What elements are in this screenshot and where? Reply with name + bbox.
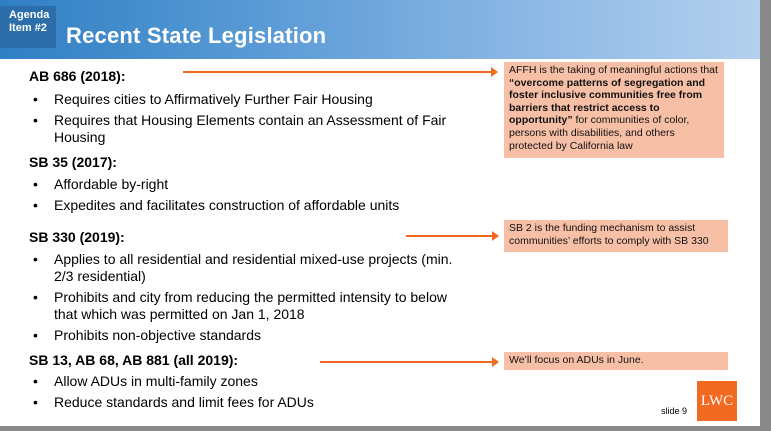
list-item: • Requires that Housing Elements contain an Assessment of Fair Housing	[36, 112, 466, 146]
slide-number: slide 9	[661, 406, 688, 416]
arrow-icon	[183, 71, 493, 73]
list-item: • Allow ADUs in multi-family zones	[36, 373, 466, 390]
note-sb2: SB 2 is the funding mechanism to assist communities’ efforts to comply with SB 330	[504, 220, 728, 252]
agenda-line-1: Agenda	[9, 9, 50, 21]
section-heading-ab686: AB 686 (2018):	[29, 68, 126, 84]
list-item: • Requires cities to Affirmatively Further Fair Housing	[36, 91, 466, 108]
bullet-list-adu	[36, 373, 466, 415]
note-affh	[504, 62, 724, 158]
note-affh-pre: AFFH is the taking of meaningful actions that	[509, 64, 718, 76]
bullet-list-sb35	[36, 176, 466, 218]
list-item: • Expedites and facilitates construction of affordable units	[36, 197, 466, 214]
note-adu: We’ll focus on ADUs in June.	[504, 352, 728, 370]
lwc-logo: LWC	[697, 381, 737, 421]
arrow-icon	[320, 361, 494, 363]
bullet-list-sb330	[36, 251, 466, 348]
section-heading-adu: SB 13, AB 68, AB 881 (all 2019):	[29, 352, 239, 368]
note-affh-post: for communities of color, persons with disabilities, and others protected by California law	[509, 114, 690, 152]
section-heading-sb35: SB 35 (2017):	[29, 154, 117, 170]
list-item: • Reduce standards and limit fees for ADUs	[36, 394, 466, 411]
note-affh-bold: “overcome patterns of segregation and foster inclusive communities free from barriers that restrict access to opportunity”	[509, 76, 706, 127]
header-bar	[0, 0, 760, 59]
slide-title: Recent State Legislation	[66, 23, 327, 48]
section-heading-sb330: SB 330 (2019):	[29, 229, 125, 245]
arrow-icon	[406, 235, 494, 237]
bullet-list-ab686	[36, 91, 466, 150]
list-item: • Prohibits and city from reducing the permitted intensity to below that which was permitted on Jan 1, 2018	[36, 289, 466, 323]
list-item: • Applies to all residential and residential mixed-use projects (min. 2/3 residential)	[36, 251, 466, 285]
list-item: • Affordable by-right	[36, 176, 466, 193]
agenda-badge	[0, 6, 56, 48]
agenda-line-2: Item #2	[9, 22, 47, 34]
list-item: • Prohibits non-objective standards	[36, 327, 466, 344]
